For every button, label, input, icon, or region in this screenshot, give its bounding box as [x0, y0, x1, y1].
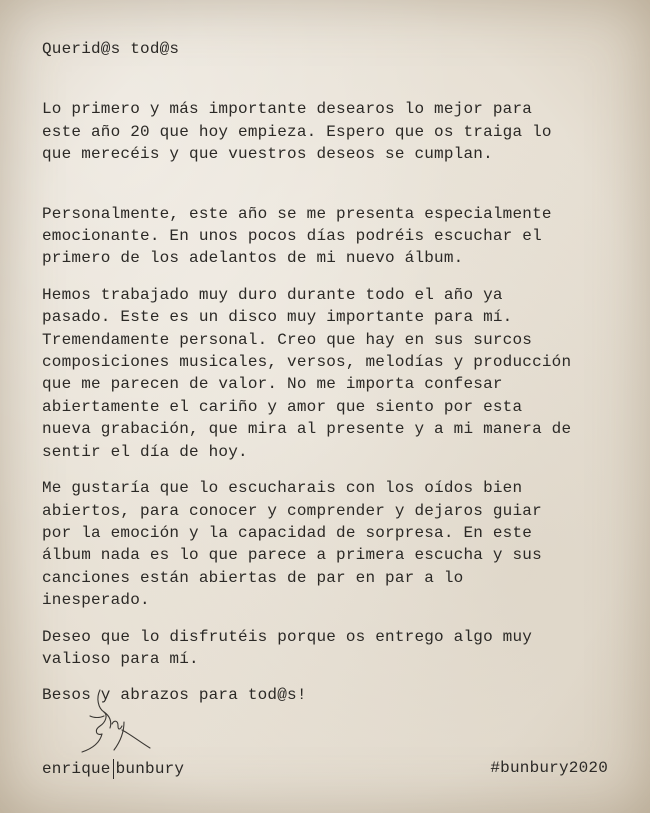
letter-greeting: Querid@s tod@s [42, 40, 180, 58]
letter-paragraph: Deseo que lo disfrutéis porque os entrego algo muy valioso para mí. [42, 627, 533, 668]
letter-closing: Besos y abrazos para tod@s! [42, 686, 307, 705]
hashtag: #bunbury2020 [490, 759, 608, 777]
letter-paragraph: Personalmente, este año se me presenta especialmente emocionante. En unos pocos días podréis escuchar el primero de los adelantos de mi nuevo álbum. [42, 204, 552, 268]
author-last-name: bunbury [115, 760, 185, 778]
letter-body [42, 38, 622, 707]
name-separator [113, 759, 114, 779]
author-signature-text [42, 759, 184, 779]
handwritten-signature [60, 686, 160, 756]
author-first-name: enrique [42, 760, 111, 778]
letter-paragraph: Lo primero y más importante desearos lo mejor para este año 20 que hoy empieza. Espero que os traiga lo que merecéis y que vuestros deseos se cumplan. [42, 100, 552, 164]
letter-paragraph: Me gustaría que lo escucharais con los oídos bien abiertos, para conocer y comprender y dejaros guiar por la emoción y la capacidad de sorpresa. En este álbum nada es lo que parece a primera escucha y sus canciones están abiertas de par en par a lo inesperado. [42, 479, 542, 610]
letter-paragraph: Hemos trabajado muy duro durante todo el año ya pasado. Este es un disco muy importante para mí. Tremendamente personal. Creo que hay en sus surcos composiciones musicales, versos, melodías y producción que me parecen de valor. No me importa confesar abiertamente el cariño y amor que siento por esta nueva grabación, que mira al presente y a mi manera de sentir el día de hoy. [42, 285, 572, 461]
